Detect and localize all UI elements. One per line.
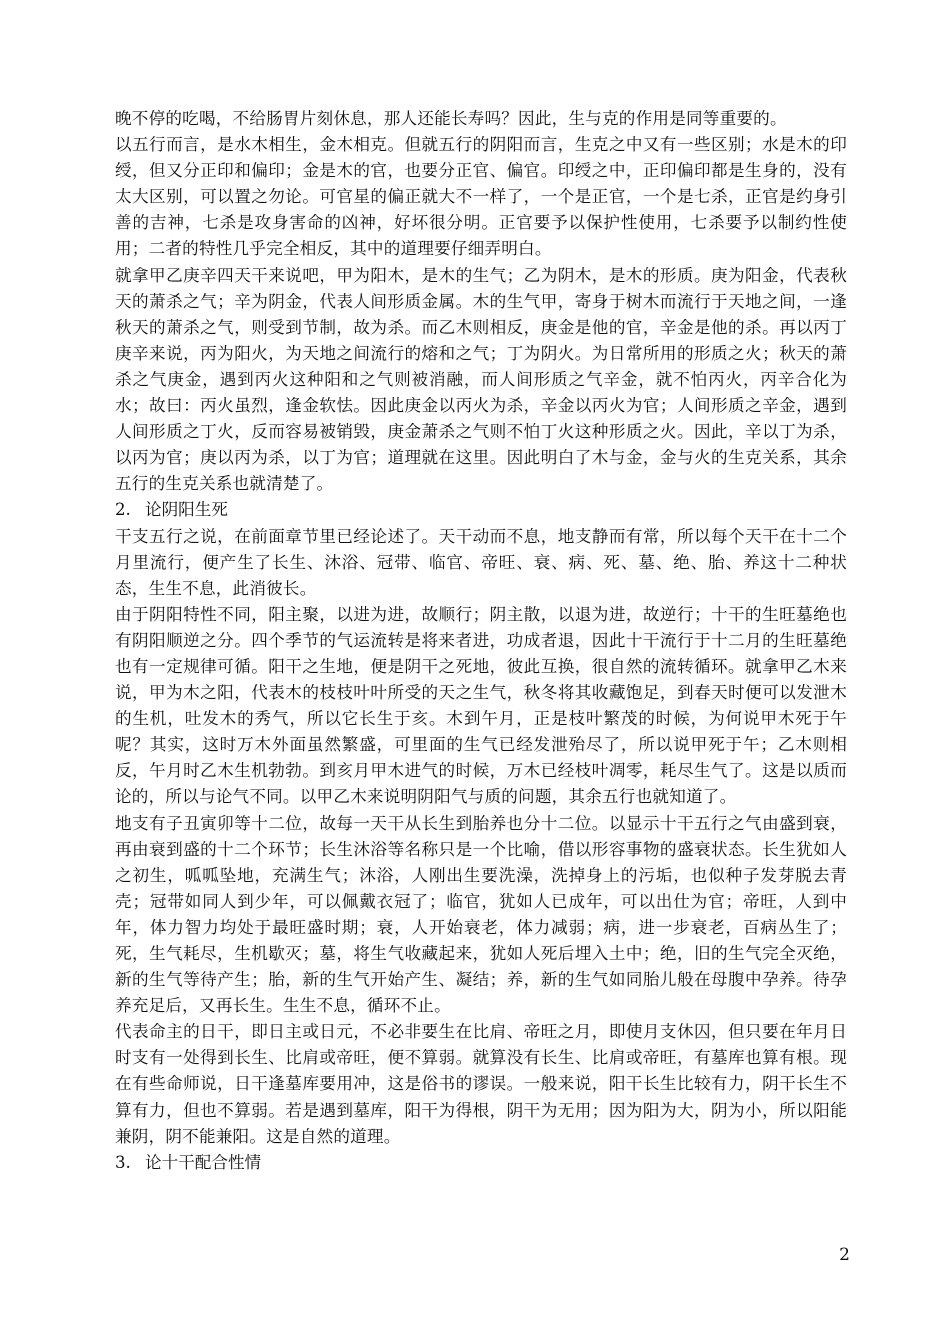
section-heading-3 xyxy=(115,1150,847,1176)
section-title: 论十干配合性情 xyxy=(145,1152,262,1172)
paragraph: 由于阴阳特性不同，阳主聚，以进为进，故顺行；阴主散，以退为进，故逆行；十干的生旺墓绝也有阴阳顺逆之分。四个季节的气运流转是将来者进，功成者退，因此十干流行于十二月的生旺墓绝也有一定规律可循。阳干之生地，便是阴干之死地，彼此互换，很自然的流转循环。就拿甲乙木来说，甲为木之阳，代表木的枝枝叶叶所受的天之生气，秋冬将其收藏饱足，到春天时便可以发泄木的生机，吐发木的秀气，所以它长生于亥。木到午月，正是枝叶繁茂的时候，为何说甲木死于午呢？其实，这时万木外面虽然繁盛，可里面的生气已经发泄殆尽了，所以说甲死于午；乙木则相反，午月时乙木生机勃勃。到亥月甲木进气的时候，万木已经枝叶凋零，耗尽生气了。这是以质而论的，所以与论气不同。以甲乙木来说明阴阳气与质的问题，其余五行也就知道了。 xyxy=(115,604,847,807)
page-body xyxy=(115,106,847,1176)
section-number: 2. xyxy=(115,500,131,520)
paragraph: 晚不停的吃喝，不给肠胃片刻休息，那人还能长寿吗？因此，生与克的作用是同等重要的。 xyxy=(115,109,787,128)
paragraph: 以五行而言，是水木相生，金木相克。但就五行的阴阳而言，生克之中又有一些区别；水是木的印绶，但又分正印和偏印；金是木的官，也要分正官、偏官。印绶之中，正印偏印都是生身的，没有太大区别，可以置之勿论。可官星的偏正就大不一样了，一个是正官，一个是七杀，正官是约身引善的吉神，七杀是攻身害命的凶神，好坏很分明。正官要予以保护性使用，七杀要予以制约性使用；二者的特性几乎完全相反，其中的道理要仔细弄明白。 xyxy=(115,135,847,259)
paragraph: 代表命主的日干，即日主或日元，不必非要生在比肩、帝旺之月，即使月支休囚，但只要在年月日时支有一处得到长生、比肩或帝旺，便不算弱。就算没有长生、比肩或帝旺，有墓库也算有根。现在有些命师说，日干逢墓库要用冲，这是俗书的谬误。一般来说，阳干长生比较有力，阴干长生不算有力，但也不算弱。若是遇到墓库，阳干为得根，阴干为无用；因为阳为大，阴为小，所以阳能兼阴，阴不能兼阳。这是自然的道理。 xyxy=(115,1022,847,1146)
section-number: 3. xyxy=(115,1152,131,1172)
paragraph: 地支有子丑寅卯等十二位，故每一天干从长生到胎养也分十二位。以显示十干五行之气由盛到衰，再由衰到盛的十二个环节；长生沐浴等名称只是一个比喻，借以形容事物的盛衰状态。长生犹如人之初生，呱呱坠地，充满生气；沐浴，人刚出生要洗澡，洗掉身上的污垢，也似种子发芽脱去青壳；冠带如同人到少年，可以佩戴衣冠了；临官，犹如人已成年，可以出仕为官；帝旺，人到中年，体力智力均处于最旺盛时期；衰，人开始衰老，体力减弱；病，进一步衰老，百病丛生了；死，生气耗尽，生机歇灭；墓，将生气收藏起来，犹如人死后埋入土中；绝，旧的生气完全灭绝，新的生气等待产生；胎，新的生气开始产生、凝结；养，新的生气如同胎儿般在母腹中孕养。待孕养充足后，又再长生。生生不息，循环不止。 xyxy=(115,813,847,1016)
page-number: 2 xyxy=(839,1245,850,1265)
paragraph: 干支五行之说，在前面章节里已经论述了。天干动而不息，地支静而有常，所以每个天干在十二个月里流行，便产生了长生、沐浴、冠带、临官、帝旺、衰、病、死、墓、绝、胎、养这十二种状态，生生不息，此消彼长。 xyxy=(115,526,847,598)
paragraph: 就拿甲乙庚辛四天干来说吧，甲为阳木，是木的生气；乙为阴木，是木的形质。庚为阳金，代表秋天的萧杀之气；辛为阴金，代表人间形质金属。木的生气甲，寄身于树木而流行于天地之间，一逢秋天的萧杀之气，则受到节制，故为杀。而乙木则相反，庚金是他的官，辛金是他的杀。再以丙丁庚辛来说，丙为阳火，为天地之间流行的熔和之气；丁为阴火。为日常所用的形质之火；秋天的萧杀之气庚金，遇到丙火这种阳和之气则被消融，而人间形质之气辛金，就不怕丙火，丙辛合化为水；故曰：丙火虽烈，逢金软怯。因此庚金以丙火为杀，辛金以丙火为官；人间形质之辛金，遇到人间形质之丁火，反而容易被销毁，庚金萧杀之气则不怕丁火这种形质之火。因此，辛以丁为杀，以丙为官；庚以丙为杀，以丁为官；道理就在这里。因此明白了木与金，金与火的生克关系，其余五行的生克关系也就清楚了。 xyxy=(115,265,847,494)
section-title: 论阴阳生死 xyxy=(145,500,228,520)
section-heading-2 xyxy=(115,497,847,523)
